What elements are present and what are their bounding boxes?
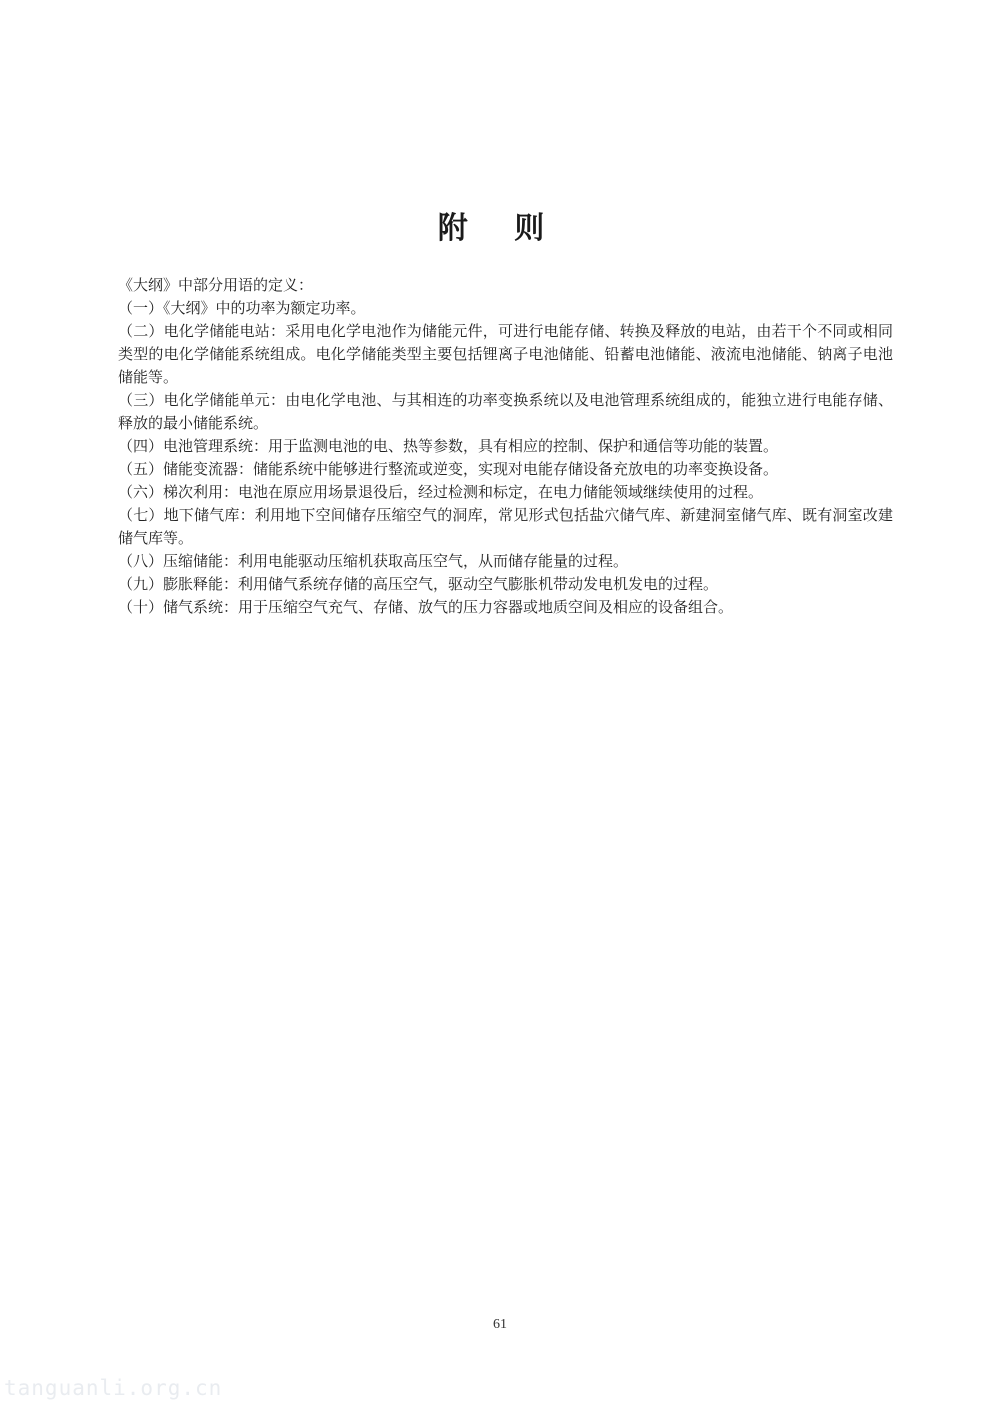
definition-item-3: （三）电化学储能单元：由电化学电池、与其相连的功率变换系统以及电池管理系统组成的，能独立进行电能存储、释放的最小储能系统。 <box>118 391 893 432</box>
page-title: 附 则 <box>437 211 563 246</box>
definition-item-7: （七）地下储气库：利用地下空间储存压缩空气的洞库，常见形式包括盐穴储气库、新建洞室储气库、既有洞室改建储气库等。 <box>118 506 893 547</box>
definition-item-8: （八）压缩储能：利用电能驱动压缩机获取高压空气，从而储存能量的过程。 <box>118 552 629 570</box>
definition-item-2: （二）电化学储能电站：采用电化学电池作为储能元件，可进行电能存储、转换及释放的电站，由若干个不同或相同类型的电化学储能系统组成。电化学储能类型主要包括锂离子电池储能、铅蓄电池储能、液流电池储能、钠离子电池储能等。 <box>118 322 893 386</box>
definition-item-10: （十）储气系统：用于压缩空气充气、存储、放气的压力容器或地质空间及相应的设备组合。 <box>118 598 734 616</box>
definition-item-9: （九）膨胀释能：利用储气系统存储的高压空气，驱动空气膨胀机带动发电机发电的过程。 <box>118 575 719 593</box>
definition-item-1: （一）《大纲》中的功率为额定功率。 <box>118 299 366 317</box>
watermark: tanguanli.org.cn <box>4 1376 223 1400</box>
page-number: 61 <box>493 1317 507 1332</box>
definition-item-4: （四）电池管理系统：用于监测电池的电、热等参数，具有相应的控制、保护和通信等功能的装置。 <box>118 437 779 455</box>
intro-text: 《大纲》中部分用语的定义： <box>118 276 314 294</box>
definition-item-6: （六）梯次利用：电池在原应用场景退役后，经过检测和标定，在电力储能领域继续使用的过程。 <box>118 483 764 501</box>
definitions-section <box>118 274 893 619</box>
definition-item-5: （五）储能变流器：储能系统中能够进行整流或逆变，实现对电能存储设备充放电的功率变换设备。 <box>118 460 779 478</box>
